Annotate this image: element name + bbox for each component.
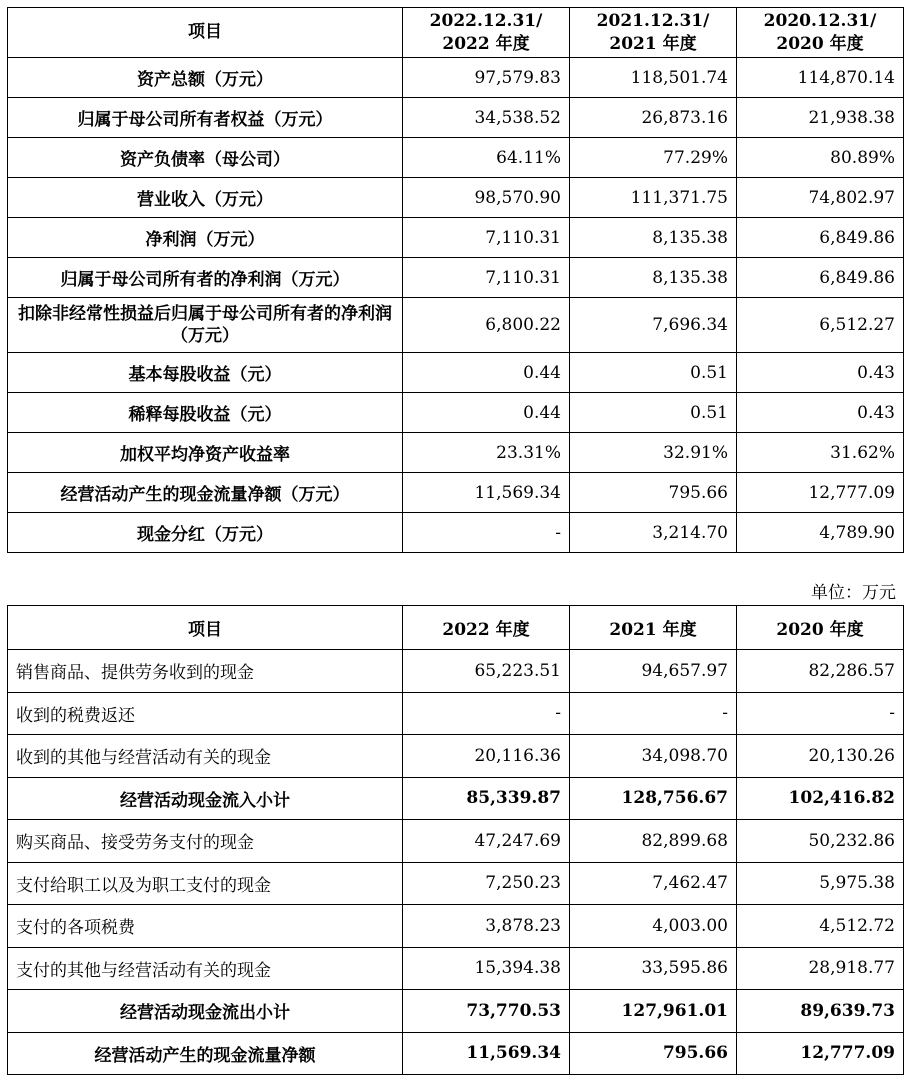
cell-value: 64.11% (403, 138, 570, 178)
header-period (737, 8, 904, 58)
cell-value: 4,512.72 (737, 905, 904, 948)
cell-value: - (570, 692, 737, 735)
row-label: 资产总额（万元） (8, 58, 403, 98)
financial-summary-body (8, 8, 904, 553)
cell-value: 7,110.31 (403, 258, 570, 298)
cell-value: 4,789.90 (737, 513, 904, 553)
header-line: 2022 年度 (442, 33, 530, 54)
subtotal-row (8, 1032, 904, 1075)
header-item: 项目 (8, 606, 403, 650)
header-line: 2021.12.31/ (596, 10, 710, 31)
cell-value: 118,501.74 (570, 58, 737, 98)
cell-value: 20,130.26 (737, 735, 904, 778)
cell-value: 795.66 (570, 473, 737, 513)
cell-value: 6,849.86 (737, 258, 904, 298)
table-row (8, 650, 904, 693)
row-label: 支付给职工以及为职工支付的现金 (8, 862, 403, 905)
cell-value: 23.31% (403, 433, 570, 473)
cash-flow-table (7, 605, 904, 1075)
cell-value: 8,135.38 (570, 258, 737, 298)
table-row (8, 98, 904, 138)
table-row (8, 138, 904, 178)
row-label: 加权平均净资产收益率 (8, 433, 403, 473)
row-label: 营业收入（万元） (8, 178, 403, 218)
cell-value: 89,639.73 (737, 990, 904, 1033)
table-row (8, 947, 904, 990)
cell-value: 128,756.67 (570, 777, 737, 820)
table-row (8, 298, 904, 353)
row-label: 支付的各项税费 (8, 905, 403, 948)
cell-value: 0.43 (737, 353, 904, 393)
row-label: 购买商品、接受劳务支付的现金 (8, 820, 403, 863)
table-row (8, 218, 904, 258)
cell-value: 11,569.34 (403, 1032, 570, 1075)
cell-value: 102,416.82 (737, 777, 904, 820)
cell-value: 11,569.34 (403, 473, 570, 513)
row-label: 现金分红（万元） (8, 513, 403, 553)
cell-value: 8,135.38 (570, 218, 737, 258)
row-label: 净利润（万元） (8, 218, 403, 258)
cell-value: 0.44 (403, 353, 570, 393)
cell-value: 20,116.36 (403, 735, 570, 778)
table-header-row (8, 606, 904, 650)
header-period: 2021 年度 (570, 606, 737, 650)
row-label: 资产负债率（母公司） (8, 138, 403, 178)
cell-value: 6,512.27 (737, 298, 904, 353)
cell-value: 85,339.87 (403, 777, 570, 820)
cell-value: 33,595.86 (570, 947, 737, 990)
cell-value: 21,938.38 (737, 98, 904, 138)
row-label: 经营活动产生的现金流量净额 (8, 1032, 403, 1075)
row-label: 稀释每股收益（元） (8, 393, 403, 433)
cell-value: 7,696.34 (570, 298, 737, 353)
cell-value: 111,371.75 (570, 178, 737, 218)
cell-value: 7,462.47 (570, 862, 737, 905)
row-label: 收到的其他与经营活动有关的现金 (8, 735, 403, 778)
cell-value: 15,394.38 (403, 947, 570, 990)
unit-label: 单位：万元 (811, 583, 896, 603)
table-row (8, 905, 904, 948)
cell-value: 65,223.51 (403, 650, 570, 693)
cell-value: 0.51 (570, 393, 737, 433)
cell-value: 47,247.69 (403, 820, 570, 863)
subtotal-row (8, 777, 904, 820)
cell-value: 6,849.86 (737, 218, 904, 258)
cell-value: 795.66 (570, 1032, 737, 1075)
header-line: 2022.12.31/ (429, 10, 543, 31)
cell-value: 82,286.57 (737, 650, 904, 693)
cell-value: - (403, 692, 570, 735)
subtotal-row (8, 990, 904, 1033)
table-row (8, 862, 904, 905)
row-label: 收到的税费返还 (8, 692, 403, 735)
cell-value: 94,657.97 (570, 650, 737, 693)
row-label: 经营活动产生的现金流量净额（万元） (8, 473, 403, 513)
cell-value: 12,777.09 (737, 1032, 904, 1075)
cell-value: 34,538.52 (403, 98, 570, 138)
header-line: 2020 年度 (776, 33, 864, 54)
cell-value: 12,777.09 (737, 473, 904, 513)
table-row (8, 58, 904, 98)
cell-value: 6,800.22 (403, 298, 570, 353)
cell-value: 3,214.70 (570, 513, 737, 553)
cell-value: 0.44 (403, 393, 570, 433)
cell-value: 97,579.83 (403, 58, 570, 98)
table-row (8, 393, 904, 433)
cash-flow-body (8, 606, 904, 1075)
header-period: 2022 年度 (403, 606, 570, 650)
row-label: 扣除非经常性损益后归属于母公司所有者的净利润（万元） (8, 298, 403, 353)
cell-value: 50,232.86 (737, 820, 904, 863)
cell-value: 31.62% (737, 433, 904, 473)
cell-value: 7,110.31 (403, 218, 570, 258)
cell-value: 98,570.90 (403, 178, 570, 218)
table-row (8, 820, 904, 863)
row-label: 销售商品、提供劳务收到的现金 (8, 650, 403, 693)
cell-value: 28,918.77 (737, 947, 904, 990)
cell-value: - (737, 692, 904, 735)
cell-value: 77.29% (570, 138, 737, 178)
row-label: 支付的其他与经营活动有关的现金 (8, 947, 403, 990)
cell-value: 80.89% (737, 138, 904, 178)
financial-summary-table (7, 7, 904, 553)
table-row (8, 178, 904, 218)
cell-value: 74,802.97 (737, 178, 904, 218)
table-row (8, 692, 904, 735)
table-row (8, 513, 904, 553)
table-row (8, 473, 904, 513)
header-line: 项目 (188, 22, 222, 42)
row-label: 经营活动现金流入小计 (8, 777, 403, 820)
cell-value: 114,870.14 (737, 58, 904, 98)
header-period (403, 8, 570, 58)
row-label: 归属于母公司所有者权益（万元） (8, 98, 403, 138)
row-label: 基本每股收益（元） (8, 353, 403, 393)
cell-value: 127,961.01 (570, 990, 737, 1033)
cell-value: 73,770.53 (403, 990, 570, 1033)
header-period: 2020 年度 (737, 606, 904, 650)
cell-value: 3,878.23 (403, 905, 570, 948)
cell-value: - (403, 513, 570, 553)
cell-value: 7,250.23 (403, 862, 570, 905)
header-period (570, 8, 737, 58)
cell-value: 5,975.38 (737, 862, 904, 905)
table-header-row (8, 8, 904, 58)
cell-value: 32.91% (570, 433, 737, 473)
table-row (8, 353, 904, 393)
table-row (8, 735, 904, 778)
cell-value: 82,899.68 (570, 820, 737, 863)
header-line: 2021 年度 (609, 33, 697, 54)
table-row (8, 433, 904, 473)
row-label: 归属于母公司所有者的净利润（万元） (8, 258, 403, 298)
cell-value: 0.51 (570, 353, 737, 393)
cell-value: 34,098.70 (570, 735, 737, 778)
cell-value: 4,003.00 (570, 905, 737, 948)
header-item (8, 8, 403, 58)
cell-value: 26,873.16 (570, 98, 737, 138)
header-line: 2020.12.31/ (763, 10, 877, 31)
table-row (8, 258, 904, 298)
cell-value: 0.43 (737, 393, 904, 433)
row-label: 经营活动现金流出小计 (8, 990, 403, 1033)
